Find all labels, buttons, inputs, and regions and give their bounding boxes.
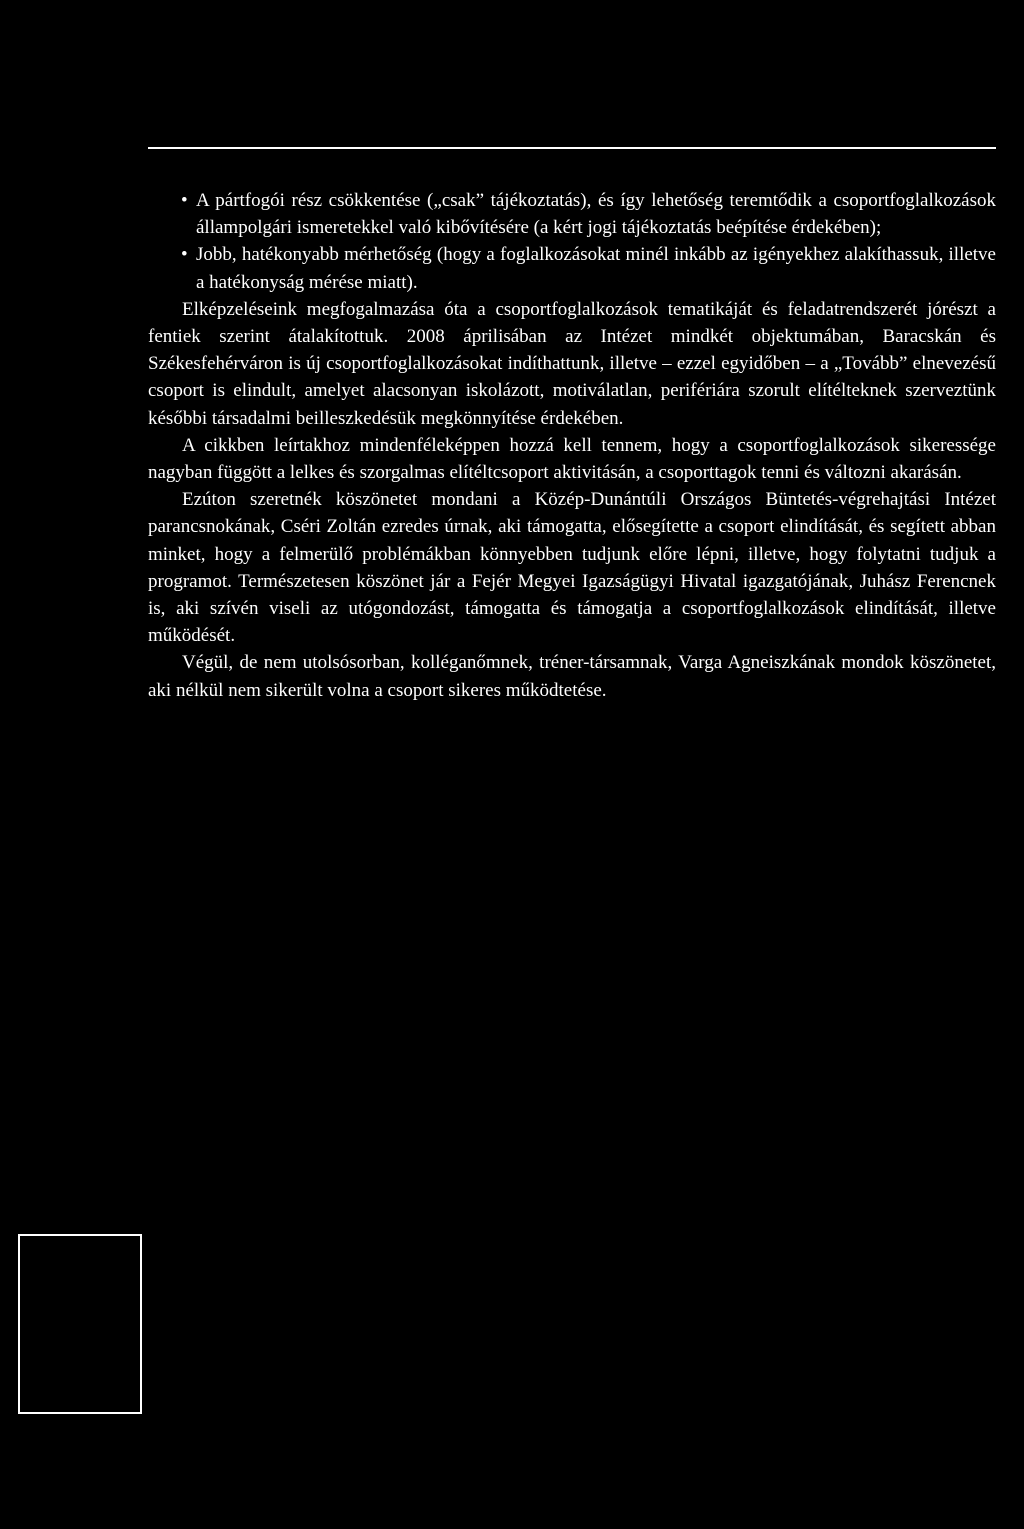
bullet-icon: •	[181, 190, 188, 211]
bullet-text-2: Jobb, hatékonyabb mérhetőség (hogy a foglalkozásokat minél inkább az igényekhez alakíthassuk, illetve a hatékonyság mérése miatt).	[196, 244, 996, 293]
paragraph-acknowledgements: Ezúton szeretnék köszönetet mondani a Közép-Dunántúli Országos Büntetés-végrehajtási Intézet parancsnokának, Cséri Zoltán ezredes úrnak, aki támogatta, elősegítette a csoport elindítását, és segített abban minket, hogy a felmerülő problémákban könnyebben tudjunk előre lépni, illetve, hogy folytatni tudjuk a programot. Természetesen köszönet jár a Fejér Megyei Igazságügyi Hivatal igazgatójának, Juhász Ferencnek is, aki szívén viseli az utógondozást, támogatta és támogatja a csoportfoglalkozások elindítását, illetve működését.	[148, 489, 996, 647]
bullet-icon: •	[181, 244, 188, 266]
header-rule	[148, 147, 996, 149]
bullet-item-1	[148, 187, 996, 241]
paragraph-final-thanks: Végül, de nem utolsósorban, kolléganőmnek, tréner-társamnak, Varga Agneiszkának mondok köszönetet, aki nélkül nem sikerült volna a csoport sikeres működtetése.	[148, 652, 996, 701]
empty-frame-box	[18, 1234, 142, 1414]
document-body	[148, 187, 996, 704]
bullet-text-1: A pártfogói rész csökkentése („csak” tájékoztatás), és így lehetőség teremtődik a csoportfoglalkozások állampolgári ismeretekkel való kibővítésére (a kért jogi tájékoztatás beépítése érdekében);	[196, 190, 996, 239]
bullet-item-2	[148, 241, 996, 295]
paragraph-success: A cikkben leírtakhoz mindenféleképpen hozzá kell tennem, hogy a csoportfoglalkozások sikeressége nagyban függött a lelkes és szorgalmas elítéltcsoport aktivitásán, a csoporttagok tenni és változni akarásán.	[148, 434, 996, 484]
paragraph-restructuring: Elképzeléseink megfogalmazása óta a csoportfoglalkozások tematikáját és feladatrendszerét jórészt a fentiek szerint átalakítottuk. 2008 áprilisában az Intézet mindkét objektumában, Baracskán és Székesfehérváron is új csoportfoglalkozásokat indíthattunk, illetve – ezzel egyidőben – a „Tovább” elnevezésű csoport is elindult, amelyet alacsonyan iskolázott, motiválatlan, perifériára szorult elítélteknek szerveztünk későbbi társadalmi beilleszkedésük megkönnyítése érdekében.	[148, 298, 996, 429]
